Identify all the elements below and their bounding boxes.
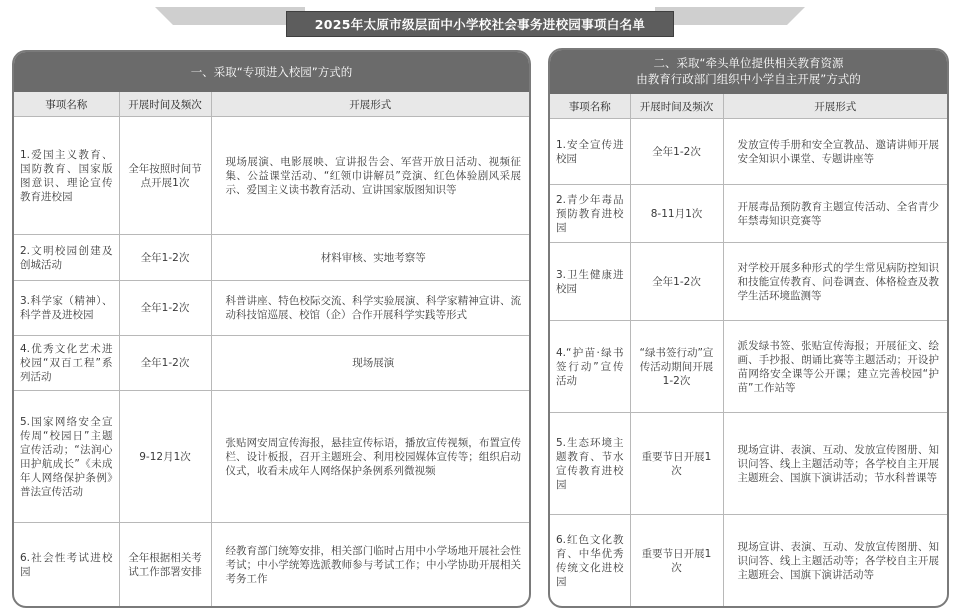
table-row	[14, 117, 529, 235]
row-form: 现场宣讲、表演、互动、发放宣传图册、知识问答、线上主题活动等；各学校自主开展主题班会、国旗下演讲活动；节水科普课等	[723, 413, 947, 515]
table-row	[550, 413, 947, 515]
row-time: 重要节日开展1次	[630, 515, 723, 607]
row-time: “绿书签行动”宣传活动期间开展1-2次	[630, 321, 723, 413]
right-table	[550, 94, 947, 607]
row-time: 全年1-2次	[630, 243, 723, 321]
row-time: 全年1-2次	[119, 235, 211, 281]
left-table	[14, 92, 529, 607]
table-header-row	[550, 94, 947, 119]
row-form: 现场宣讲、表演、互动、发放宣传图册、知识问答、线上主题活动等；各学校自主开展主题班会、国旗下演讲活动等	[723, 515, 947, 607]
row-form: 开展毒品预防教育主题宣传活动、全省青少年禁毒知识竞赛等	[723, 185, 947, 243]
row-name: 3.科学家（精神）、科学普及进校园	[14, 281, 119, 336]
row-name: 3.卫生健康进校园	[550, 243, 630, 321]
right-heading-line1: 二、采取“牵头单位提供相关教育资源	[653, 56, 844, 70]
header-form: 开展形式	[211, 92, 529, 117]
row-form: 经教育部门统筹安排，相关部门临时占用中小学场地开展社会性考试；中小学统筹选派教师参与考试工作；中小学协助开展相关考务工作	[211, 523, 529, 607]
left-panel-heading: 一、采取“专项进入校园”方式的	[14, 52, 529, 92]
table-header-row	[14, 92, 529, 117]
row-form: 材料审核、实地考察等	[211, 235, 529, 281]
row-name: 2.青少年毒品预防教育进校园	[550, 185, 630, 243]
row-name: 5.国家网络安全宣传周“校园日”主题宣传活动；“法润心田护航成长”《未成年人网络保护条例》普法宣传活动	[14, 391, 119, 523]
header-name: 事项名称	[550, 94, 630, 119]
row-name: 5.生态环境主题教育、节水宣传教育进校园	[550, 413, 630, 515]
title-banner	[155, 6, 805, 38]
table-row	[550, 119, 947, 185]
row-form: 现场展演、电影展映、宣讲报告会、军营开放日活动、视频征集、公益课堂活动、“红领巾讲解员”竞演、红色体验剧风采展示、爱国主义读书教育活动、宣讲国家版图知识等	[211, 117, 529, 235]
left-panel	[12, 50, 531, 608]
title-ribbon-left	[155, 7, 305, 25]
row-name: 6.红色文化教育、中华优秀传统文化进校园	[550, 515, 630, 607]
page-title: 2025年太原市级层面中小学校社会事务进校园事项白名单	[286, 11, 674, 37]
table-row	[550, 243, 947, 321]
row-name: 1.爱国主义教育、国防教育、国家版图意识、理论宣传教育进校园	[14, 117, 119, 235]
row-time: 全年1-2次	[119, 336, 211, 391]
row-form: 张贴网安周宣传海报，悬挂宣传标语，播放宣传视频，布置宣传栏、设计板报，召开主题班会、利用校园媒体宣传等；组织启动仪式，收看未成年人网络保护条例系列微视频	[211, 391, 529, 523]
table-row	[550, 515, 947, 607]
table-row	[14, 281, 529, 336]
right-panel	[548, 48, 949, 608]
row-time: 全年1-2次	[119, 281, 211, 336]
table-row	[14, 523, 529, 607]
row-form: 发放宣传手册和安全宣教品、邀请讲师开展安全知识小课堂、专题讲座等	[723, 119, 947, 185]
row-name: 2.文明校园创建及创城活动	[14, 235, 119, 281]
row-name: 4.“护苗·绿书签行动”宣传活动	[550, 321, 630, 413]
header-name: 事项名称	[14, 92, 119, 117]
row-time: 全年按照时间节点开展1次	[119, 117, 211, 235]
table-row	[550, 185, 947, 243]
row-time: 全年1-2次	[630, 119, 723, 185]
row-form: 派发绿书签、张贴宣传海报；开展征文、绘画、手抄报、朗诵比赛等主题活动；开设护苗网络安全课等公开课；建立完善校园“护苗”工作站等	[723, 321, 947, 413]
row-name: 1.安全宣传进校园	[550, 119, 630, 185]
row-time: 8-11月1次	[630, 185, 723, 243]
right-heading-line2: 由教育行政部门组织中小学自主开展”方式的	[636, 72, 861, 86]
row-name: 6.社会性考试进校园	[14, 523, 119, 607]
right-panel-heading	[550, 50, 947, 94]
table-row	[14, 336, 529, 391]
row-form: 科普讲座、特色校际交流、科学实验展演、科学家精神宣讲、流动科技馆巡展、校馆（企）合作开展科学实践等形式	[211, 281, 529, 336]
row-time: 重要节日开展1次	[630, 413, 723, 515]
row-time: 全年根据相关考试工作部署安排	[119, 523, 211, 607]
title-ribbon-right	[655, 7, 805, 25]
table-row	[14, 235, 529, 281]
table-row	[550, 321, 947, 413]
table-row	[14, 391, 529, 523]
header-time: 开展时间及频次	[119, 92, 211, 117]
row-name: 4.优秀文化艺术进校园“双百工程”系列活动	[14, 336, 119, 391]
row-form: 现场展演	[211, 336, 529, 391]
row-time: 9-12月1次	[119, 391, 211, 523]
header-form: 开展形式	[723, 94, 947, 119]
header-time: 开展时间及频次	[630, 94, 723, 119]
row-form: 对学校开展多种形式的学生常见病防控知识和技能宣传教育、问卷调查、体格检查及教学生活环境监测等	[723, 243, 947, 321]
